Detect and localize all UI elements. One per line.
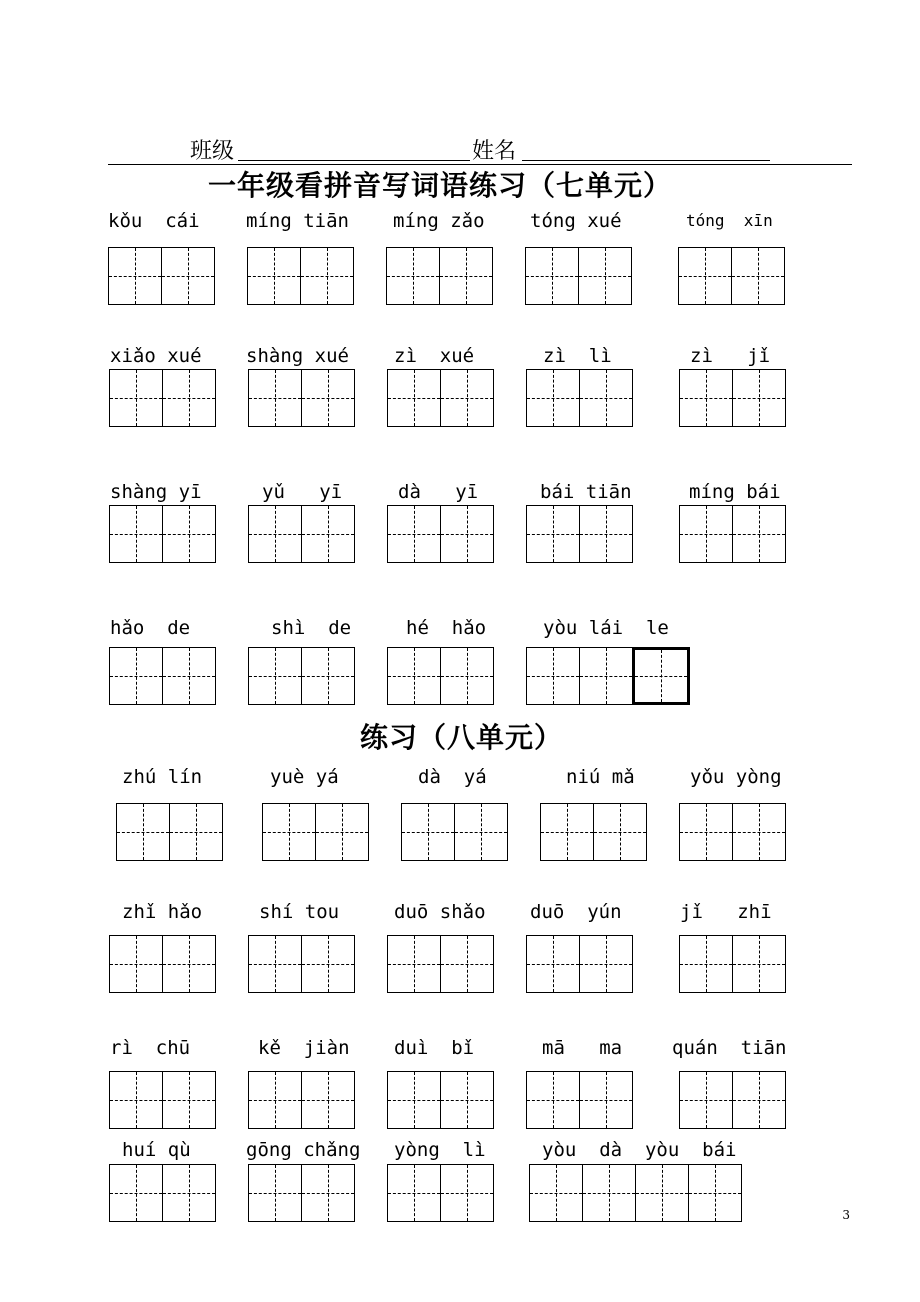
pinyin-label: zhú lín: [122, 766, 203, 788]
pinyin-label: huí qù: [122, 1139, 191, 1161]
writing-cell[interactable]: [439, 247, 493, 305]
page-title: 一年级看拼音写词语练习（七单元）: [208, 169, 673, 202]
writing-cell[interactable]: [579, 935, 633, 993]
writing-cell[interactable]: [525, 247, 579, 305]
pinyin-label: míng tiān: [246, 210, 349, 232]
writing-cell[interactable]: [300, 247, 354, 305]
writing-grid: [248, 935, 354, 993]
pinyin-label: yòu lái le: [543, 617, 669, 639]
pinyin-label: duō shǎo: [394, 901, 486, 923]
writing-cell[interactable]: [635, 1164, 689, 1222]
writing-grid: [679, 369, 785, 427]
pinyin-label: gōng chǎng: [246, 1139, 361, 1161]
writing-grid: [526, 369, 632, 427]
writing-grid: [262, 803, 368, 861]
pinyin-label: mā ma: [542, 1037, 623, 1059]
writing-grid: [387, 1164, 493, 1222]
class-label: 班级: [190, 139, 235, 164]
writing-grid: [678, 247, 784, 305]
writing-cell[interactable]: [679, 1071, 733, 1129]
pinyin-label: hé hǎo: [406, 617, 487, 639]
pinyin-label: kě jiàn: [258, 1037, 350, 1059]
writing-cell[interactable]: [526, 369, 580, 427]
writing-grid: [387, 369, 493, 427]
writing-cell[interactable]: [732, 1071, 786, 1129]
writing-cell[interactable]: [732, 803, 786, 861]
writing-grid: [386, 247, 492, 305]
writing-cell[interactable]: [582, 1164, 636, 1222]
writing-cell[interactable]: [301, 935, 355, 993]
writing-cell[interactable]: [578, 247, 632, 305]
writing-cell[interactable]: [162, 647, 216, 705]
writing-grid: [248, 505, 354, 563]
writing-grid: [679, 935, 785, 993]
writing-cell[interactable]: [732, 369, 786, 427]
writing-cell[interactable]: [688, 1164, 742, 1222]
writing-cell[interactable]: [732, 505, 786, 563]
pinyin-label: bái tiān: [540, 481, 632, 503]
writing-cell[interactable]: [731, 247, 785, 305]
writing-cell[interactable]: [440, 1164, 494, 1222]
writing-cell[interactable]: [386, 247, 440, 305]
pinyin-label: yuè yá: [270, 766, 339, 788]
writing-cell[interactable]: [593, 803, 647, 861]
writing-cell[interactable]: [109, 935, 163, 993]
writing-cell[interactable]: [387, 1071, 441, 1129]
writing-cell[interactable]: [162, 369, 216, 427]
pinyin-label: shì de: [271, 617, 352, 639]
name-label: 姓名: [472, 139, 517, 164]
writing-grid: [526, 505, 632, 563]
writing-cell[interactable]: [262, 803, 316, 861]
writing-grid: [679, 1071, 785, 1129]
writing-grid: [109, 369, 215, 427]
section-title-unit8: 练习（八单元）: [360, 721, 564, 754]
pinyin-label: rì chū: [110, 1037, 191, 1059]
writing-cell[interactable]: [161, 247, 215, 305]
writing-grid: [109, 1164, 215, 1222]
writing-cell[interactable]: [387, 935, 441, 993]
pinyin-label: quán tiān: [672, 1037, 787, 1059]
writing-cell[interactable]: [247, 247, 301, 305]
writing-cell[interactable]: [526, 505, 580, 563]
writing-cell[interactable]: [109, 369, 163, 427]
writing-grid: [248, 647, 354, 705]
writing-cell[interactable]: [679, 369, 733, 427]
pinyin-label: kǒu cái: [108, 210, 200, 232]
writing-cell[interactable]: [579, 369, 633, 427]
writing-grid: [109, 935, 215, 993]
pinyin-label: jǐ zhī: [680, 901, 772, 923]
writing-cell[interactable]: [401, 803, 455, 861]
writing-cell[interactable]: [678, 247, 732, 305]
writing-cell[interactable]: [440, 505, 494, 563]
writing-grid: [526, 647, 689, 705]
pinyin-label: shàng xué: [246, 345, 349, 367]
writing-grid: [401, 803, 507, 861]
writing-cell[interactable]: [248, 647, 302, 705]
writing-cell[interactable]: [732, 935, 786, 993]
writing-cell[interactable]: [679, 935, 733, 993]
pinyin-label: yòng lì: [394, 1139, 486, 1161]
page-number: 3: [842, 1208, 850, 1222]
writing-cell[interactable]: [387, 505, 441, 563]
writing-grid: [248, 1071, 354, 1129]
writing-grid: [248, 1164, 354, 1222]
writing-cell[interactable]: [162, 935, 216, 993]
name-blank[interactable]: [522, 160, 770, 161]
writing-grid: [525, 247, 631, 305]
writing-cell[interactable]: [526, 935, 580, 993]
writing-cell[interactable]: [301, 1164, 355, 1222]
writing-cell[interactable]: [301, 505, 355, 563]
writing-grid: [679, 505, 785, 563]
writing-grid: [387, 505, 493, 563]
writing-cell[interactable]: [109, 1071, 163, 1129]
writing-cell[interactable]: [454, 803, 508, 861]
writing-cell[interactable]: [109, 647, 163, 705]
writing-cell[interactable]: [301, 647, 355, 705]
pinyin-label: tóng xīn: [686, 211, 773, 230]
writing-grid: [540, 803, 646, 861]
writing-cell[interactable]: [440, 935, 494, 993]
writing-cell[interactable]: [248, 1164, 302, 1222]
pinyin-label: niú mǎ: [566, 766, 635, 788]
writing-cell[interactable]: [301, 1071, 355, 1129]
writing-cell[interactable]: [116, 803, 170, 861]
writing-cell[interactable]: [440, 1071, 494, 1129]
writing-cell[interactable]: [679, 505, 733, 563]
writing-cell[interactable]: [109, 505, 163, 563]
writing-cell[interactable]: [169, 803, 223, 861]
writing-cell[interactable]: [540, 803, 594, 861]
pinyin-label: zì xué: [394, 345, 475, 367]
writing-cell[interactable]: [387, 647, 441, 705]
writing-cell[interactable]: [526, 1071, 580, 1129]
writing-cell[interactable]: [248, 505, 302, 563]
writing-grid: [116, 803, 222, 861]
writing-cell[interactable]: [440, 369, 494, 427]
writing-cell[interactable]: [248, 935, 302, 993]
writing-grid: [248, 369, 354, 427]
pinyin-label: zì lì: [543, 345, 612, 367]
writing-grid: [109, 1071, 215, 1129]
pinyin-label: tóng xué: [530, 210, 622, 232]
pinyin-label: duì bǐ: [394, 1037, 475, 1059]
writing-cell[interactable]: [248, 369, 302, 427]
writing-grid: [247, 247, 353, 305]
writing-cell[interactable]: [579, 505, 633, 563]
pinyin-label: míng zǎo: [393, 210, 485, 232]
writing-cell[interactable]: [109, 1164, 163, 1222]
writing-cell[interactable]: [248, 1071, 302, 1129]
writing-grid: [387, 935, 493, 993]
pinyin-label: zhǐ hǎo: [122, 901, 203, 923]
writing-grid: [387, 1071, 493, 1129]
writing-grid: [109, 647, 215, 705]
writing-cell[interactable]: [440, 647, 494, 705]
writing-cell[interactable]: [162, 1071, 216, 1129]
writing-cell[interactable]: [301, 369, 355, 427]
writing-cell[interactable]: [387, 1164, 441, 1222]
writing-cell[interactable]: [579, 1071, 633, 1129]
pinyin-label: yǒu yòng: [690, 766, 782, 788]
pinyin-label: zì jǐ: [690, 345, 771, 367]
writing-grid: [679, 803, 785, 861]
writing-cell[interactable]: [315, 803, 369, 861]
pinyin-label: duō yún: [530, 901, 622, 923]
writing-grid: [526, 935, 632, 993]
writing-grid: [387, 647, 493, 705]
writing-cell[interactable]: [529, 1164, 583, 1222]
pinyin-label: shàng yī: [110, 481, 202, 503]
writing-cell-highlighted[interactable]: [632, 647, 690, 705]
writing-grid: [109, 505, 215, 563]
writing-cell[interactable]: [108, 247, 162, 305]
pinyin-label: hǎo de: [110, 617, 191, 639]
pinyin-label: dà yī: [398, 481, 479, 503]
writing-cell[interactable]: [679, 803, 733, 861]
writing-cell[interactable]: [162, 1164, 216, 1222]
pinyin-label: míng bái: [689, 481, 781, 503]
pinyin-label: dà yá: [418, 766, 487, 788]
pinyin-label: yǔ yī: [262, 481, 343, 503]
writing-grid: [108, 247, 214, 305]
writing-cell[interactable]: [387, 369, 441, 427]
pinyin-label: xiǎo xué: [110, 345, 202, 367]
writing-cell[interactable]: [579, 647, 633, 705]
pinyin-label: shí tou: [259, 901, 340, 923]
writing-grid: [526, 1071, 632, 1129]
class-blank[interactable]: [238, 160, 470, 161]
writing-cell[interactable]: [162, 505, 216, 563]
writing-cell[interactable]: [526, 647, 580, 705]
writing-grid: [529, 1164, 741, 1222]
pinyin-label: yòu dà yòu bái: [542, 1139, 737, 1161]
